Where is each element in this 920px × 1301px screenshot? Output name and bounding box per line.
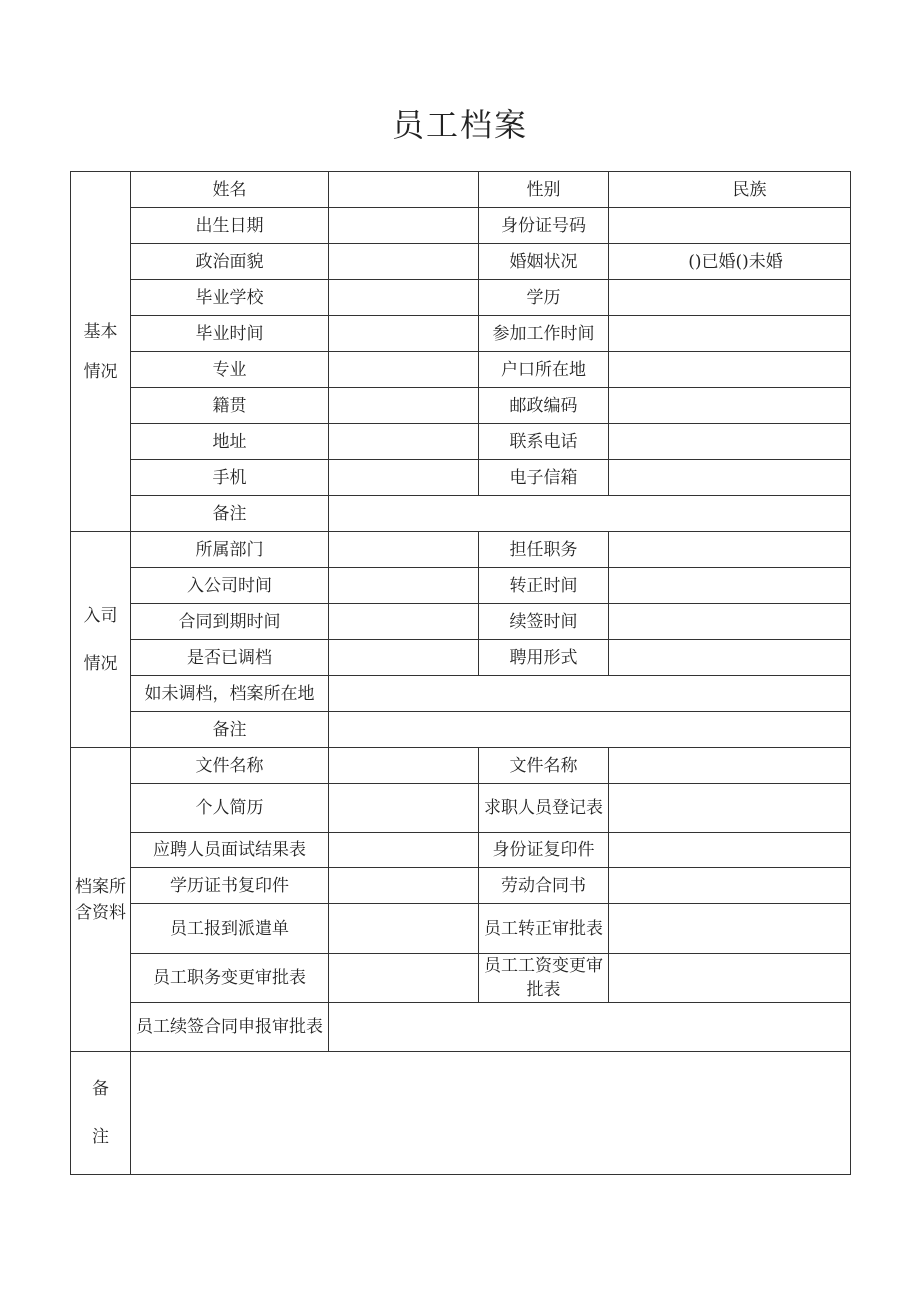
- table-row: [71, 460, 851, 496]
- value-id-number[interactable]: [609, 208, 851, 244]
- label-doc-name-header-right: 文件名称: [479, 748, 609, 784]
- label-employment-type: 聘用形式: [479, 640, 609, 676]
- label-entry-remark: 备注: [131, 712, 329, 748]
- label-id-copy: 身份证复印件: [479, 833, 609, 868]
- label-doc-name-header-left: 文件名称: [131, 748, 329, 784]
- value-graduation-time[interactable]: [329, 316, 479, 352]
- label-native-place: 籍贯: [131, 388, 329, 424]
- label-contract-expiry: 合同到期时间: [131, 604, 329, 640]
- table-row: [71, 352, 851, 388]
- label-resume: 个人简历: [131, 784, 329, 833]
- table-row: [71, 280, 851, 316]
- value-native-place[interactable]: [329, 388, 479, 424]
- label-birthdate: 出生日期: [131, 208, 329, 244]
- label-basic-remark: 备注: [131, 496, 329, 532]
- value-birthdate[interactable]: [329, 208, 479, 244]
- value-address[interactable]: [329, 424, 479, 460]
- table-row: [71, 244, 851, 280]
- label-salary-change-approval: 员工工资变更审批表: [479, 954, 609, 1003]
- value-education[interactable]: [609, 280, 851, 316]
- label-mobile: 手机: [131, 460, 329, 496]
- value-phone[interactable]: [609, 424, 851, 460]
- value-labor-contract[interactable]: [609, 868, 851, 904]
- table-row: [71, 712, 851, 748]
- label-gender: 性别: [479, 172, 609, 208]
- label-work-start-time: 参加工作时间: [479, 316, 609, 352]
- label-interview-result: 应聘人员面试结果表: [131, 833, 329, 868]
- value-salary-change-approval[interactable]: [609, 954, 851, 1003]
- value-marital-status[interactable]: ()已婚()未婚: [609, 244, 851, 280]
- section-label-docs: 档案所 含资料: [71, 748, 131, 1052]
- value-school[interactable]: [329, 280, 479, 316]
- value-diploma-copy[interactable]: [329, 868, 479, 904]
- value-employment-type[interactable]: [609, 640, 851, 676]
- table-row: [71, 208, 851, 244]
- label-email: 电子信箱: [479, 460, 609, 496]
- label-household-location: 户口所在地: [479, 352, 609, 388]
- table-row: [71, 424, 851, 460]
- value-doc-right-0[interactable]: [609, 748, 851, 784]
- value-applicant-registration[interactable]: [609, 784, 851, 833]
- label-regularization-approval: 员工转正审批表: [479, 904, 609, 954]
- label-major: 专业: [131, 352, 329, 388]
- value-household-location[interactable]: [609, 352, 851, 388]
- label-dispatch-form: 员工报到派遣单: [131, 904, 329, 954]
- value-renewal-date[interactable]: [609, 604, 851, 640]
- label-name: 姓名: [131, 172, 329, 208]
- value-email[interactable]: [609, 460, 851, 496]
- value-contract-expiry[interactable]: [329, 604, 479, 640]
- label-join-date: 入公司时间: [131, 568, 329, 604]
- value-dispatch-form[interactable]: [329, 904, 479, 954]
- value-name[interactable]: [329, 172, 479, 208]
- table-row: [71, 1003, 851, 1052]
- section-label-entry: 入司 情况: [71, 532, 131, 748]
- label-position: 担任职务: [479, 532, 609, 568]
- label-file-location: 如未调档，档案所在地: [131, 676, 329, 712]
- value-renewal-approval[interactable]: [329, 1003, 851, 1052]
- value-postal-code[interactable]: [609, 388, 851, 424]
- label-graduation-time: 毕业时间: [131, 316, 329, 352]
- value-position-change-approval[interactable]: [329, 954, 479, 1003]
- label-position-change-approval: 员工职务变更审批表: [131, 954, 329, 1003]
- table-row: [71, 388, 851, 424]
- value-general-remark[interactable]: [131, 1052, 851, 1175]
- label-renewal-approval: 员工续签合同申报审批表: [131, 1003, 329, 1052]
- value-position[interactable]: [609, 532, 851, 568]
- value-interview-result[interactable]: [329, 833, 479, 868]
- label-labor-contract: 劳动合同书: [479, 868, 609, 904]
- table-row: [71, 316, 851, 352]
- table-row: [71, 833, 851, 868]
- value-id-copy[interactable]: [609, 833, 851, 868]
- employee-record-table: [70, 171, 851, 1175]
- label-marital-status: 婚姻状况: [479, 244, 609, 280]
- label-postal-code: 邮政编码: [479, 388, 609, 424]
- table-row: [71, 904, 851, 954]
- table-row: [71, 532, 851, 568]
- label-regularization-date: 转正时间: [479, 568, 609, 604]
- table-row: [71, 676, 851, 712]
- value-political-status[interactable]: [329, 244, 479, 280]
- table-row: [71, 496, 851, 532]
- label-school: 毕业学校: [131, 280, 329, 316]
- value-file-transferred[interactable]: [329, 640, 479, 676]
- table-row: [71, 748, 851, 784]
- value-join-date[interactable]: [329, 568, 479, 604]
- label-id-number: 身份证号码: [479, 208, 609, 244]
- table-row: [71, 640, 851, 676]
- label-political-status: 政治面貌: [131, 244, 329, 280]
- value-work-start-time[interactable]: [609, 316, 851, 352]
- label-applicant-registration: 求职人员登记表: [479, 784, 609, 833]
- label-phone: 联系电话: [479, 424, 609, 460]
- label-education: 学历: [479, 280, 609, 316]
- value-basic-remark[interactable]: [329, 496, 851, 532]
- label-department: 所属部门: [131, 532, 329, 568]
- page-title: 员工档案: [391, 106, 528, 144]
- value-major[interactable]: [329, 352, 479, 388]
- section-label-basic: 基本 情况: [71, 172, 131, 532]
- value-mobile[interactable]: [329, 460, 479, 496]
- label-file-transferred: 是否已调档: [131, 640, 329, 676]
- table-row: [71, 784, 851, 833]
- value-regularization-date[interactable]: [609, 568, 851, 604]
- value-resume[interactable]: [329, 784, 479, 833]
- label-address: 地址: [131, 424, 329, 460]
- value-entry-remark[interactable]: [329, 712, 851, 748]
- value-regularization-approval[interactable]: [609, 904, 851, 954]
- value-file-location[interactable]: [329, 676, 851, 712]
- label-diploma-copy: 学历证书复印件: [131, 868, 329, 904]
- label-renewal-date: 续签时间: [479, 604, 609, 640]
- label-ethnicity: 民族: [609, 172, 851, 208]
- table-row: [71, 172, 851, 208]
- value-department[interactable]: [329, 532, 479, 568]
- table-row: [71, 954, 851, 1003]
- value-doc-left-0[interactable]: [329, 748, 479, 784]
- table-row: [71, 604, 851, 640]
- table-row: [71, 1052, 851, 1175]
- table-row: [71, 568, 851, 604]
- section-label-remark: 备 注: [71, 1052, 131, 1175]
- table-row: [71, 868, 851, 904]
